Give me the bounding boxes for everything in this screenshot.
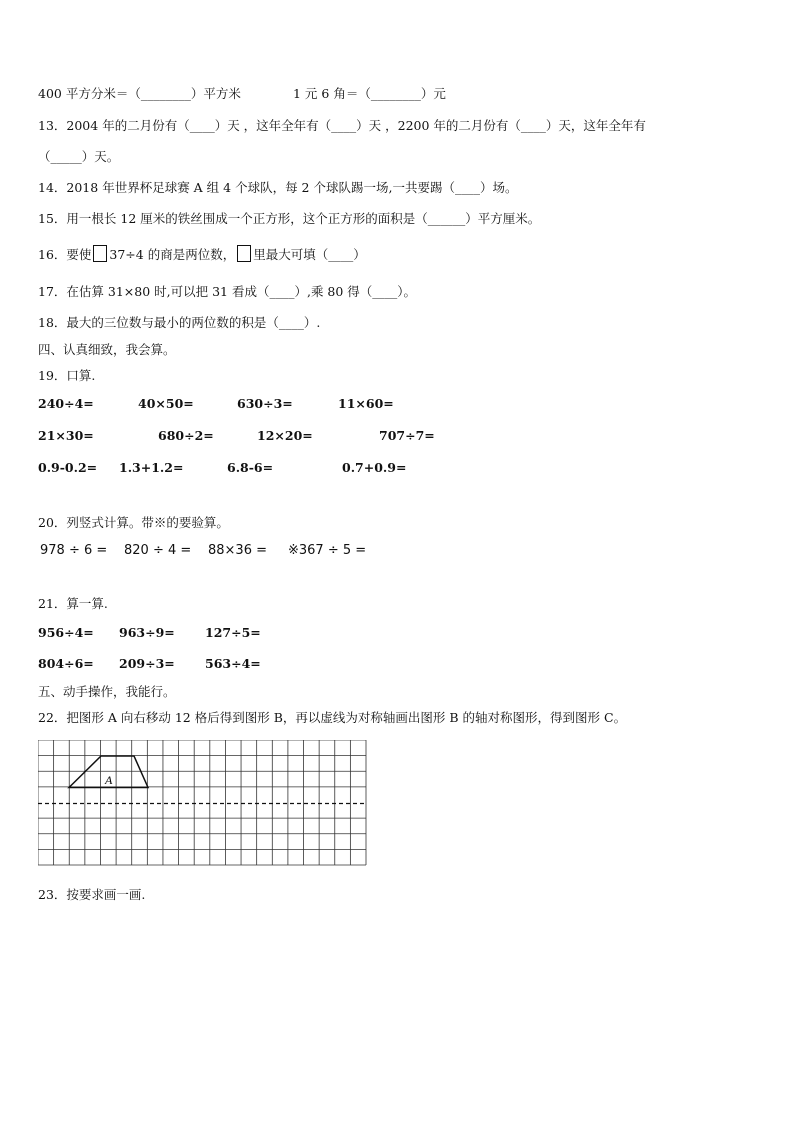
calc-item: 209÷3= [119, 656, 175, 671]
question-19: 19．口算. [38, 368, 96, 383]
vertical-item: 978 ÷ 6 = [40, 543, 108, 558]
question-23: 23．按要求画一画. [38, 887, 146, 902]
section-4-heading: 四、认真细致，我会算。 [38, 342, 176, 357]
vertical-item: 820 ÷ 4 = [124, 543, 192, 558]
oral-item: 1.3+1.2= [119, 460, 184, 475]
conversion-money: 1 元 6 角＝（________）元 [293, 86, 446, 101]
question-16-middle: 37÷4 的商是两位数， [109, 247, 236, 262]
calc-item: 563÷4= [205, 656, 261, 671]
question-16-prefix: 16．要使 [38, 247, 92, 262]
oral-item: 21×30= [38, 428, 94, 443]
oral-item: 12×20= [257, 428, 313, 443]
grid-lines [38, 740, 366, 865]
oral-item: 240÷4= [38, 396, 94, 411]
vertical-item: 88×36 = [208, 543, 268, 558]
question-18: 18．最大的三位数与最小的两位数的积是（____）. [38, 315, 321, 330]
question-20: 20．列竖式计算。带※的要验算。 [38, 515, 229, 530]
section-5-heading: 五、动手操作，我能行。 [38, 684, 176, 699]
question-21: 21．算一算. [38, 596, 108, 611]
shape-a-label: A [105, 773, 113, 787]
oral-item: 6.8-6= [227, 460, 274, 475]
question-13-line2: （_____）天。 [38, 149, 120, 164]
oral-item: 707÷7= [379, 428, 435, 443]
question-17: 17．在估算 31×80 时,可以把 31 看成（____）,乘 80 得（____）。 [38, 284, 417, 299]
question-14: 14．2018 年世界杯足球赛 A 组 4 个球队，每 2 个球队踢一场,一共要踢（____）场。 [38, 180, 518, 195]
calc-item: 956÷4= [38, 625, 94, 640]
blank-box [93, 245, 107, 262]
calc-item: 963÷9= [119, 625, 175, 640]
calc-item: 804÷6= [38, 656, 94, 671]
blank-box [237, 245, 251, 262]
oral-item: 0.9-0.2= [38, 460, 98, 475]
question-13-line1: 13．2004 年的二月份有（____）天 ，这年全年有（____）天 ，2200 年的二月份有（____）天，这年全年有 [38, 118, 646, 133]
oral-item: 630÷3= [237, 396, 293, 411]
conversion-area: 400 平方分米＝（________）平方米 [38, 86, 241, 101]
vertical-item: ※367 ÷ 5 = [288, 543, 367, 558]
question-22: 22．把图形 A 向右移动 12 格后得到图形 B，再以虚线为对称轴画出图形 B 的轴对称图形，得到图形 C。 [38, 710, 627, 725]
oral-item: 680÷2= [158, 428, 214, 443]
question-16 [38, 245, 366, 263]
oral-item: 11×60= [338, 396, 394, 411]
grid-figure [38, 740, 368, 868]
oral-item: 0.7+0.9= [342, 460, 407, 475]
question-16-suffix: 里最大可填（____） [253, 247, 366, 262]
oral-item: 40×50= [138, 396, 194, 411]
question-15: 15．用一根长 12 厘米的铁丝围成一个正方形，这个正方形的面积是（______）平方厘米。 [38, 211, 541, 226]
calc-item: 127÷5= [205, 625, 261, 640]
